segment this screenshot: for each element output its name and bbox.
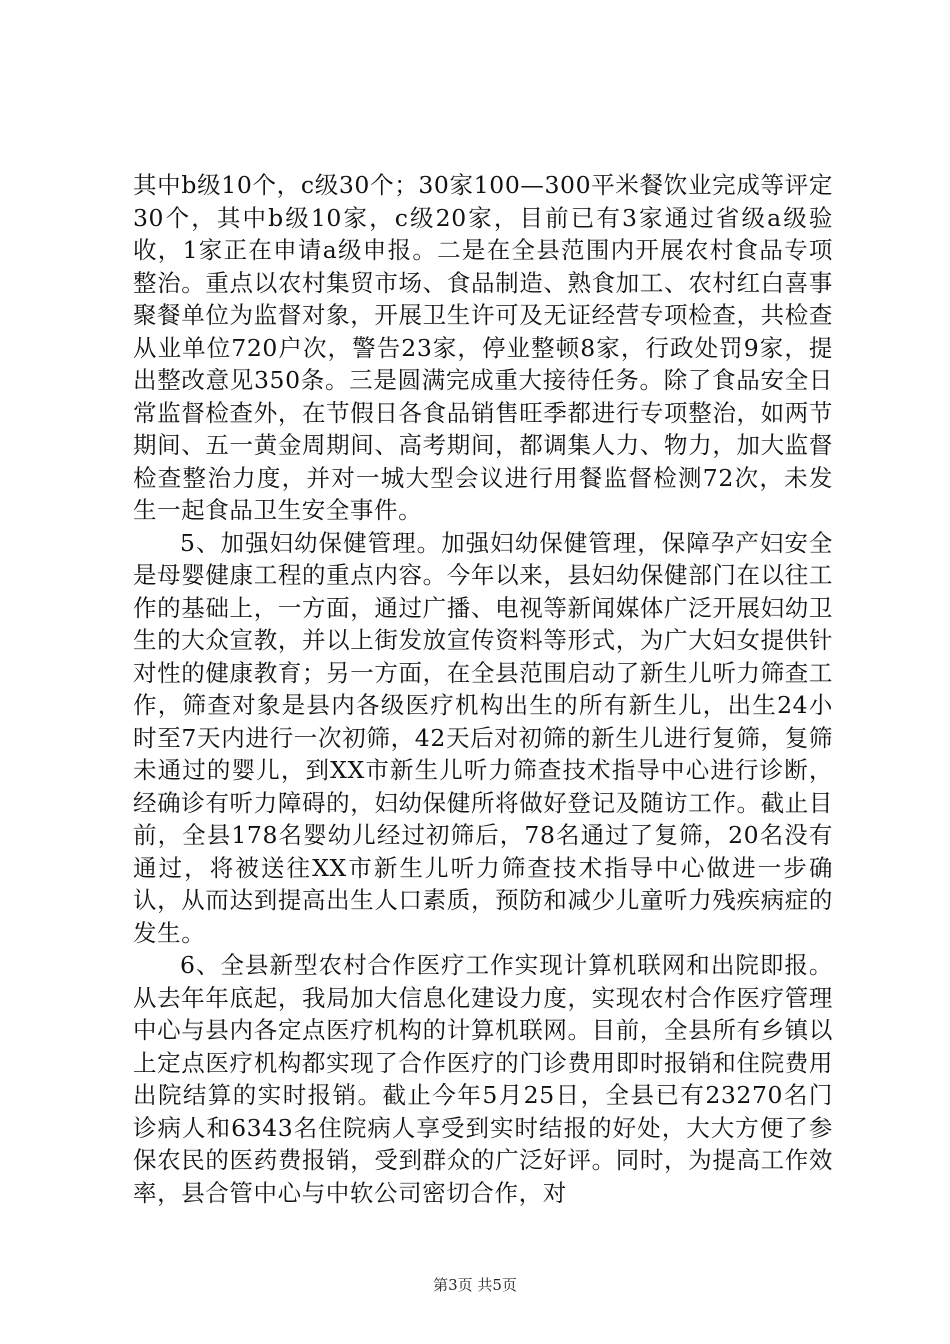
page-footer: 第3页 共5页	[433, 1276, 517, 1294]
paragraph-food-safety-continued: 其中b级10个，c级30个；30家100—300平米餐饮业完成等评定30个，其中b级10家，c级20家，目前已有3家通过省级a级验收，1家正在申请a级申报。二是在全县范围内开展农村食品专项整治。重点以农村集贸市场、食品制造、熟食加工、农村红白喜事聚餐单位为监督对象，开展卫生许可及无证经营专项检查，共检查从业单位720户次，警告23家，停业整顿8家，行政处罚9家，提出整改意见350条。三是圆满完成重大接待任务。除了食品安全日常监督检查外，在节假日各食品销售旺季都进行专项整治，如两节期间、五一黄金周期间、高考期间，都调集人力、物力，加大监督检查整治力度，并对一城大型会议进行用餐监督检测72次，未发生一起食品卫生安全事件。	[133, 171, 833, 524]
paragraph-rural-cooperative-medical: 6、全县新型农村合作医疗工作实现计算机联网和出院即报。从去年年底起，我局加大信息化建设力度，实现农村合作医疗管理中心与县内各定点医疗机构的计算机联网。目前，全县所有乡镇以上定点医疗机构都实现了合作医疗的门诊费用即时报销和住院费用出院结算的实时报销。截止今年5月25日，全县已有23270名门诊病人和6343名住院病人享受到实时结报的好处，大大方便了参保农民的医药费报销，受到群众的广泛好评。同时，为提高工作效率，县合管中心与中软公司密切合作，对	[133, 951, 833, 1207]
paragraph-maternal-child-health: 5、加强妇幼保健管理。加强妇幼保健管理，保障孕产妇安全是母婴健康工程的重点内容。今年以来，县妇幼保健部门在以往工作的基础上，一方面，通过广播、电视等新闻媒体广泛开展妇幼卫生的大众宣教，并以上街发放宣传资料等形式，为广大妇女提供针对性的健康教育；另一方面，在全县范围启动了新生儿听力筛查工作，筛查对象是县内各级医疗机构出生的所有新生儿，出生24小时至7天内进行一次初筛，42天后对初筛的新生儿进行复筛，复筛未通过的婴儿，到XX市新生儿听力筛查技术指导中心进行诊断，经确诊有听力障碍的，妇幼保健所将做好登记及随访工作。截止目前，全县178名婴幼儿经过初筛后，78名通过了复筛，20名没有通过，将被送往XX市新生儿听力筛查技术指导中心做进一步确认，从而达到提高出生人口素质，预防和减少儿童听力残疾病症的发生。	[133, 528, 833, 947]
document-body	[133, 169, 833, 1209]
